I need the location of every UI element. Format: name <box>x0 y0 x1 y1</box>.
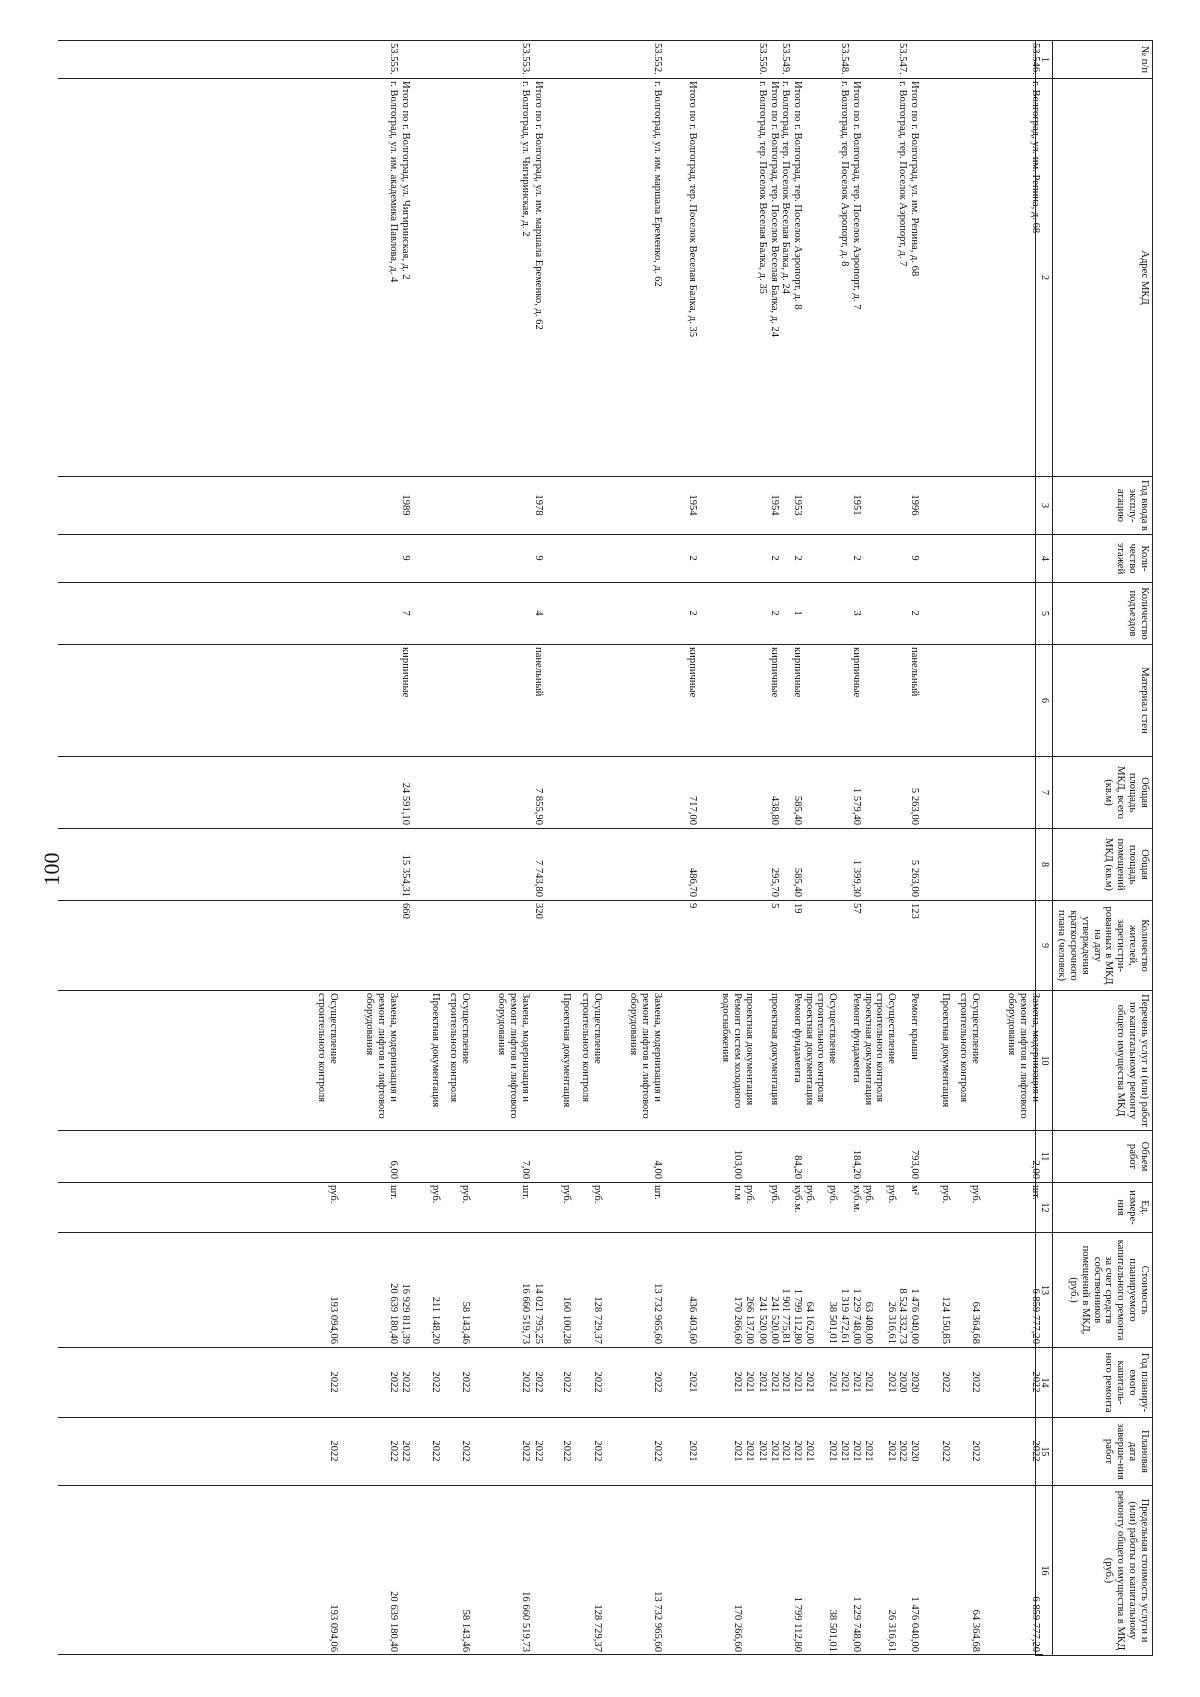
cell-mat: кирпичные <box>851 647 862 698</box>
cell-y15: 2021 <box>732 1440 743 1462</box>
cell-y15: 2022 <box>430 1440 441 1462</box>
column-border <box>58 582 1043 583</box>
cell-y15: 2022 <box>388 1440 399 1462</box>
cell-y14: 2021 <box>732 1371 743 1393</box>
column-border <box>58 1232 1043 1233</box>
cell-unit: руб. <box>430 1185 441 1204</box>
cell-unit: п.м <box>732 1185 743 1201</box>
cell-addr: г. Волгоград, тер. Поселок Веселая Балка, д. 24 <box>780 81 791 294</box>
cell-addr: Итого по г. Волгоград, ул. им. маршала Еременко, д. 62 <box>533 81 544 330</box>
header-c12: Ед. измере-ния <box>1053 1183 1153 1233</box>
cell-y14: 2022 <box>533 1371 544 1393</box>
col-number: 12 <box>1036 1183 1053 1233</box>
cell-area: 585,40 <box>792 795 803 825</box>
cell-cost: 16 660 519,73 <box>520 1283 531 1344</box>
column-border <box>58 900 1043 901</box>
cell-cost: 6 859 777,20 <box>1030 1288 1041 1344</box>
cell-cost: 241 520,00 <box>769 1296 780 1344</box>
cell-y14: 2020 <box>909 1371 920 1393</box>
cell-year: 1996 <box>909 494 920 516</box>
cell-unit: руб. <box>863 1185 874 1204</box>
cell-parea: 7 743,80 <box>533 859 544 897</box>
cell-cost: 1 476 040,00 <box>909 1288 920 1344</box>
cell-y15: 2021 <box>863 1440 874 1462</box>
cell-mat: панельный <box>909 647 920 697</box>
cell-work: Проектная документация <box>430 993 441 1108</box>
cell-cost: 16 929 811,39 <box>400 1283 411 1344</box>
col-number: 11 <box>1036 1131 1053 1183</box>
cell-mat: кирпичные <box>769 647 780 698</box>
cell-unit: шт. <box>388 1185 399 1200</box>
cell-y15: 2021 <box>851 1440 862 1462</box>
cell-y15: 2021 <box>769 1440 780 1462</box>
cell-cost: 64 162,00 <box>804 1301 815 1344</box>
cell-parea: 585,40 <box>792 867 803 897</box>
cell-y15: 2022 <box>652 1440 663 1462</box>
cell-vol: 2,00 <box>1030 1160 1041 1179</box>
cell-cost: 160 100,28 <box>561 1296 572 1344</box>
cell-fl: 2 <box>687 555 698 561</box>
cell-parea: 295,70 <box>769 867 780 897</box>
column-border <box>58 1347 1043 1348</box>
cell-unit: руб. <box>970 1185 981 1204</box>
cell-y15: 2021 <box>804 1440 815 1462</box>
cell-y15: 2021 <box>780 1440 791 1462</box>
cell-work: Осуществление строительного контроля <box>580 993 603 1103</box>
col-number: 14 <box>1036 1348 1053 1418</box>
cell-cost: 128 729,37 <box>592 1296 603 1344</box>
cell-mat: кирпичные <box>687 647 698 698</box>
cell-cost: 14 021 795,25 <box>533 1283 544 1344</box>
cell-y15: 2022 <box>328 1440 339 1462</box>
capital-repair-table <box>1035 40 1153 1656</box>
cell-area: 1 579,40 <box>851 787 862 825</box>
cell-y14: 2022 <box>400 1371 411 1393</box>
cell-fl: 2 <box>851 555 862 561</box>
cell-y14: 2022 <box>328 1371 339 1393</box>
col-number: 13 <box>1036 1233 1053 1348</box>
cell-fl: 2 <box>769 555 780 561</box>
cell-unit: руб. <box>769 1185 780 1204</box>
cell-cost: 1 901 775,81 <box>780 1288 791 1344</box>
header-c8: Общая площадь помещений МКД (кв.м) <box>1053 829 1153 901</box>
cell-y14: 2020 <box>897 1371 908 1393</box>
column-border <box>58 40 1043 41</box>
cell-res: 660 <box>400 903 411 919</box>
col-number: 2 <box>1036 79 1053 477</box>
header-c15: Плановая дата заверше-ния работ <box>1053 1418 1153 1486</box>
cell-res: 5 <box>769 903 780 909</box>
cell-unit: руб. <box>460 1185 471 1204</box>
cell-no: 53.547. <box>897 43 908 75</box>
column-border <box>58 1654 1043 1655</box>
cell-cost: 193 094,06 <box>328 1296 339 1344</box>
cell-area: 24 591,10 <box>400 782 411 825</box>
cell-work: проектная документация <box>863 993 874 1106</box>
cell-cost: 8 524 332,73 <box>897 1288 908 1344</box>
cell-ent: 4 <box>533 610 544 616</box>
cell-area: 7 855,90 <box>533 787 544 825</box>
col-number: 1 <box>1036 41 1053 79</box>
cell-unit: куб.м. <box>792 1185 803 1213</box>
cell-y15: 2022 <box>561 1440 572 1462</box>
cell-y15: 2021 <box>744 1440 755 1462</box>
cell-y14: 2021 <box>769 1371 780 1393</box>
header-c2: Адрес МКД <box>1053 79 1153 477</box>
cell-work: Замена, модернизация и ремонт лифтов и лифтового оборудования <box>628 993 663 1119</box>
cell-vol: 103,00 <box>732 1149 743 1179</box>
header-c14: Год планиру-емого капиталь-ного ремонта <box>1053 1348 1153 1418</box>
cell-year: 1989 <box>400 494 411 516</box>
cell-ent: 3 <box>851 610 862 616</box>
cell-cost: 58 143,46 <box>460 1301 471 1344</box>
header-c16: Предельная стоимость услуги и (или) работы по капитальному ремонту общего имущества в МКД (руб.) <box>1053 1486 1153 1656</box>
cell-ent: 1 <box>792 610 803 616</box>
cell-cost: 64 364,68 <box>970 1301 981 1344</box>
cell-y15: 2022 <box>520 1440 531 1462</box>
cell-y14: 2021 <box>757 1371 768 1393</box>
cell-work: Ремонт систем холодного водоснабжения <box>720 993 743 1109</box>
cell-lim: 26 316,61 <box>886 1609 897 1652</box>
cell-res: 9 <box>687 903 698 909</box>
cell-y14: 2022 <box>388 1371 399 1393</box>
cell-lim: 20 639 180,40 <box>388 1591 399 1652</box>
header-c7: Общая площадь МКД, всего (кв.м) <box>1053 757 1153 829</box>
cell-addr: г. Волгоград, тер. Поселок Аэропорт, д. 8 <box>839 81 850 267</box>
cell-res: 320 <box>533 903 544 919</box>
cell-lim: 128 729,37 <box>592 1604 603 1652</box>
cell-work: Проектная документация <box>561 993 572 1108</box>
header-c11: Объем работ <box>1053 1131 1153 1183</box>
header-c10: Перечень услуг и (или) работ по капитальному ремонту общего имущества МКД <box>1053 991 1153 1131</box>
col-number: 6 <box>1036 645 1053 757</box>
column-border <box>58 990 1043 991</box>
cell-parea: 1 399,30 <box>851 859 862 897</box>
cell-unit: руб. <box>886 1185 897 1204</box>
cell-fl: 2 <box>792 555 803 561</box>
cell-res: 19 <box>792 903 803 914</box>
cell-y14: 2021 <box>687 1371 698 1393</box>
cell-cost: 1 799 112,80 <box>792 1288 803 1344</box>
col-number: 10 <box>1036 991 1053 1131</box>
cell-area: 5 263,00 <box>909 787 920 825</box>
cell-cost: 20 639 180,40 <box>388 1283 399 1344</box>
col-number: 3 <box>1036 477 1053 535</box>
cell-work: Осуществление строительного контроля <box>316 993 339 1103</box>
cell-y14: 2021 <box>804 1371 815 1393</box>
cell-addr: Итого по г. Волгоград, тер. Поселок Веселая Балка, д. 24 <box>769 81 780 337</box>
cell-addr: г. Волгоград, тер. Поселок Веселая Балка, д. 35 <box>757 81 768 294</box>
cell-unit: руб. <box>827 1185 838 1204</box>
cell-y15: 2021 <box>839 1440 850 1462</box>
cell-work: Замена, модернизация и ремонт лифтов и лифтового оборудования <box>1006 993 1041 1119</box>
cell-y15: 2021 <box>886 1440 897 1462</box>
cell-ent: 7 <box>400 610 411 616</box>
cell-y15: 2022 <box>897 1440 908 1462</box>
col-number: 5 <box>1036 583 1053 645</box>
cell-parea: 5 263,00 <box>909 859 920 897</box>
cell-addr: Итого по г. Волгоград, ул. Чигиринская, д. 2 <box>400 81 411 280</box>
col-number: 15 <box>1036 1418 1053 1486</box>
page-number: 100 <box>39 852 64 886</box>
cell-unit: руб. <box>592 1185 603 1204</box>
column-border <box>58 644 1043 645</box>
header-c5: Количество подъездов <box>1053 583 1153 645</box>
header-c6: Материал стен <box>1053 645 1153 757</box>
cell-unit: руб. <box>804 1185 815 1204</box>
cell-cost: 436 403,60 <box>687 1296 698 1344</box>
cell-work: проектная документация <box>744 993 755 1106</box>
cell-unit: руб. <box>328 1185 339 1204</box>
header-c3: Год ввода в эксплу-атацию <box>1053 477 1153 535</box>
header-c4: Коли-чество этажей <box>1053 535 1153 583</box>
cell-year: 1978 <box>533 494 544 516</box>
cell-vol: 184,20 <box>851 1149 862 1179</box>
cell-y14: 2022 <box>430 1371 441 1393</box>
column-border <box>58 756 1043 757</box>
cell-lim: 1 799 112,80 <box>792 1596 803 1652</box>
cell-vol: 793,00 <box>909 1149 920 1179</box>
cell-no: 53.550. <box>757 43 768 75</box>
cell-y14: 2022 <box>652 1371 663 1393</box>
cell-work: Замена, модернизация и ремонт лифтов и лифтового оборудования <box>496 993 531 1119</box>
cell-cost: 1 229 748,00 <box>851 1288 862 1344</box>
cell-lim: 6 859 777,20 <box>1030 1596 1041 1652</box>
cell-y14: 2022 <box>1030 1371 1041 1393</box>
cell-lim: 193 094,06 <box>328 1604 339 1652</box>
cell-vol: 84,20 <box>792 1155 803 1179</box>
column-border <box>58 78 1043 79</box>
cell-vol: 7,00 <box>520 1160 531 1179</box>
cell-cost: 1 319 472,61 <box>839 1288 850 1344</box>
cell-unit: руб. <box>940 1185 951 1204</box>
col-number: 4 <box>1036 535 1053 583</box>
cell-y14: 2021 <box>839 1371 850 1393</box>
cell-cost: 63 408,00 <box>863 1301 874 1344</box>
cell-y15: 2021 <box>687 1440 698 1462</box>
cell-y15: 2022 <box>592 1440 603 1462</box>
cell-work: Осуществление строительного контроля <box>448 993 471 1103</box>
col-number: 9 <box>1036 901 1053 991</box>
cell-year: 1951 <box>851 494 862 516</box>
cell-y15: 2022 <box>460 1440 471 1462</box>
cell-lim: 38 501,01 <box>827 1609 838 1652</box>
cell-y15: 2021 <box>827 1440 838 1462</box>
cell-lim: 13 732 965,60 <box>652 1591 663 1652</box>
cell-y14: 2022 <box>561 1371 572 1393</box>
cell-addr: г. Волгоград, ул. им. Репина, д. 68 <box>1030 81 1041 234</box>
cell-y15: 2020 <box>909 1440 920 1462</box>
cell-vol: 6,00 <box>388 1160 399 1179</box>
cell-fl: 9 <box>400 555 411 561</box>
cell-lim: 64 364,68 <box>970 1609 981 1652</box>
cell-area: 438,80 <box>769 795 780 825</box>
column-border <box>58 1130 1043 1131</box>
cell-work: Ремонт фундамента <box>792 993 803 1083</box>
cell-no: 53.546. <box>1030 43 1041 75</box>
cell-mat: панельный <box>533 647 544 697</box>
cell-unit: шт. <box>1030 1185 1041 1200</box>
cell-addr: г. Волгоград, тер. Поселок Аэропорт, д. 7 <box>897 81 908 267</box>
cell-addr: г. Волгоград, ул. им. маршала Еременко, д. 62 <box>652 81 663 287</box>
cell-y14: 2021 <box>851 1371 862 1393</box>
col-number: 8 <box>1036 829 1053 901</box>
cell-addr: Итого по г. Волгоград, ул. им. Репина, д. 68 <box>909 81 920 277</box>
cell-y15: 2021 <box>757 1440 768 1462</box>
cell-ent: 2 <box>909 610 920 616</box>
cell-cost: 170 266,60 <box>732 1296 743 1344</box>
cell-no: 53.549. <box>780 43 791 75</box>
cell-year: 1954 <box>687 494 698 516</box>
cell-ent: 2 <box>687 610 698 616</box>
cell-unit: куб.м. <box>851 1185 862 1213</box>
cell-y14: 2022 <box>592 1371 603 1393</box>
cell-vol: 4,00 <box>652 1160 663 1179</box>
cell-lim: 58 143,46 <box>460 1609 471 1652</box>
col-number: 16 <box>1036 1486 1053 1656</box>
cell-y15: 2022 <box>400 1440 411 1462</box>
cell-res: 123 <box>909 903 920 919</box>
cell-work: Осуществление строительного контроля <box>815 993 838 1103</box>
header-c13: Стоимость планируемого капитального ремонта за счет средств собственников помещений в МКД, (руб.) <box>1053 1233 1153 1348</box>
cell-work: Осуществление строительного контроля <box>958 993 981 1103</box>
cell-mat: кирпичные <box>792 647 803 698</box>
cell-fl: 9 <box>909 555 920 561</box>
cell-unit: руб. <box>744 1185 755 1204</box>
cell-y15: 2022 <box>533 1440 544 1462</box>
cell-no: 53.548. <box>839 43 850 75</box>
cell-lim: 16 660 519,73 <box>520 1591 531 1652</box>
cell-addr: г. Волгоград, ул. им. академика Павлова, д. 4 <box>388 81 399 283</box>
cell-no: 53.553. <box>520 43 531 75</box>
cell-lim: 170 266,60 <box>732 1604 743 1652</box>
cell-cost: 266 137,00 <box>744 1296 755 1344</box>
cell-y15: 2022 <box>1030 1440 1041 1462</box>
cell-fl: 9 <box>533 555 544 561</box>
header-row <box>1053 41 1153 1656</box>
header-c1: № п/п <box>1053 41 1153 79</box>
cell-work: Ремонт крыши <box>909 993 920 1060</box>
cell-work: Осуществление строительного контроля <box>874 993 897 1103</box>
cell-work: проектная документация <box>769 993 780 1106</box>
cell-y14: 2021 <box>744 1371 755 1393</box>
cell-unit: руб. <box>561 1185 572 1204</box>
cell-cost: 241 520,00 <box>757 1296 768 1344</box>
cell-y15: 2022 <box>940 1440 951 1462</box>
cell-y14: 2021 <box>792 1371 803 1393</box>
cell-addr: Итого по г. Волгоград, тер. Поселок Аэропорт, д. 8 <box>792 81 803 310</box>
cell-cost: 26 316,61 <box>886 1301 897 1344</box>
cell-lim: 1 476 040,00 <box>909 1596 920 1652</box>
cell-unit: шт. <box>652 1185 663 1200</box>
column-border <box>58 1417 1043 1418</box>
cell-no: 53.552. <box>652 43 663 75</box>
rotated-table-container <box>61 40 1153 1655</box>
cell-year: 1954 <box>769 494 780 516</box>
cell-unit: м² <box>909 1185 920 1195</box>
cell-y14: 2021 <box>886 1371 897 1393</box>
column-border <box>58 1182 1043 1183</box>
cell-addr: Итого по г. Волгоград, тер. Поселок Аэропорт, д. 7 <box>851 81 862 310</box>
column-border <box>58 1485 1043 1486</box>
cell-work: Замена, модернизация и ремонт лифтов и лифтового оборудования <box>364 993 399 1119</box>
cell-cost: 38 501,01 <box>827 1301 838 1344</box>
cell-work: Ремонт фундамента <box>851 993 862 1083</box>
cell-cost: 124 150,85 <box>940 1296 951 1344</box>
cell-y15: 2022 <box>970 1440 981 1462</box>
cell-mat: кирпичные <box>400 647 411 698</box>
cell-work: Проектная документация <box>940 993 951 1108</box>
cell-addr: Итого по г. Волгоград, тер. Поселок Веселая Балка, д. 35 <box>687 81 698 337</box>
cell-y14: 2021 <box>780 1371 791 1393</box>
cell-parea: 486,70 <box>687 867 698 897</box>
cell-cost: 211 148,20 <box>430 1296 441 1344</box>
cell-lim: 1 229 748,00 <box>851 1596 862 1652</box>
cell-y15: 2021 <box>792 1440 803 1462</box>
column-border <box>58 534 1043 535</box>
cell-no: 53.555. <box>388 43 399 75</box>
cell-y14: 2022 <box>970 1371 981 1393</box>
cell-y14: 2022 <box>940 1371 951 1393</box>
cell-cost: 13 732 965,60 <box>652 1283 663 1344</box>
cell-unit: шт. <box>520 1185 531 1200</box>
cell-area: 717,00 <box>687 795 698 825</box>
header-c9: Количество жителей, зарегистри-рованных в МКД на дату утверждения краткосрочного плана (человек) <box>1053 901 1153 991</box>
cell-y14: 2021 <box>827 1371 838 1393</box>
column-border <box>58 476 1043 477</box>
table-body <box>58 40 1043 1655</box>
cell-year: 1953 <box>792 494 803 516</box>
cell-parea: 15 354,31 <box>400 854 411 897</box>
cell-y14: 2021 <box>863 1371 874 1393</box>
column-border <box>58 828 1043 829</box>
cell-ent: 2 <box>769 610 780 616</box>
col-number: 7 <box>1036 757 1053 829</box>
cell-y14: 2022 <box>520 1371 531 1393</box>
cell-res: 57 <box>851 903 862 914</box>
cell-work: проектная документация <box>804 993 815 1106</box>
cell-addr: г. Волгоград, ул. Чигиринская, д. 2 <box>520 81 531 237</box>
cell-y14: 2022 <box>460 1371 471 1393</box>
